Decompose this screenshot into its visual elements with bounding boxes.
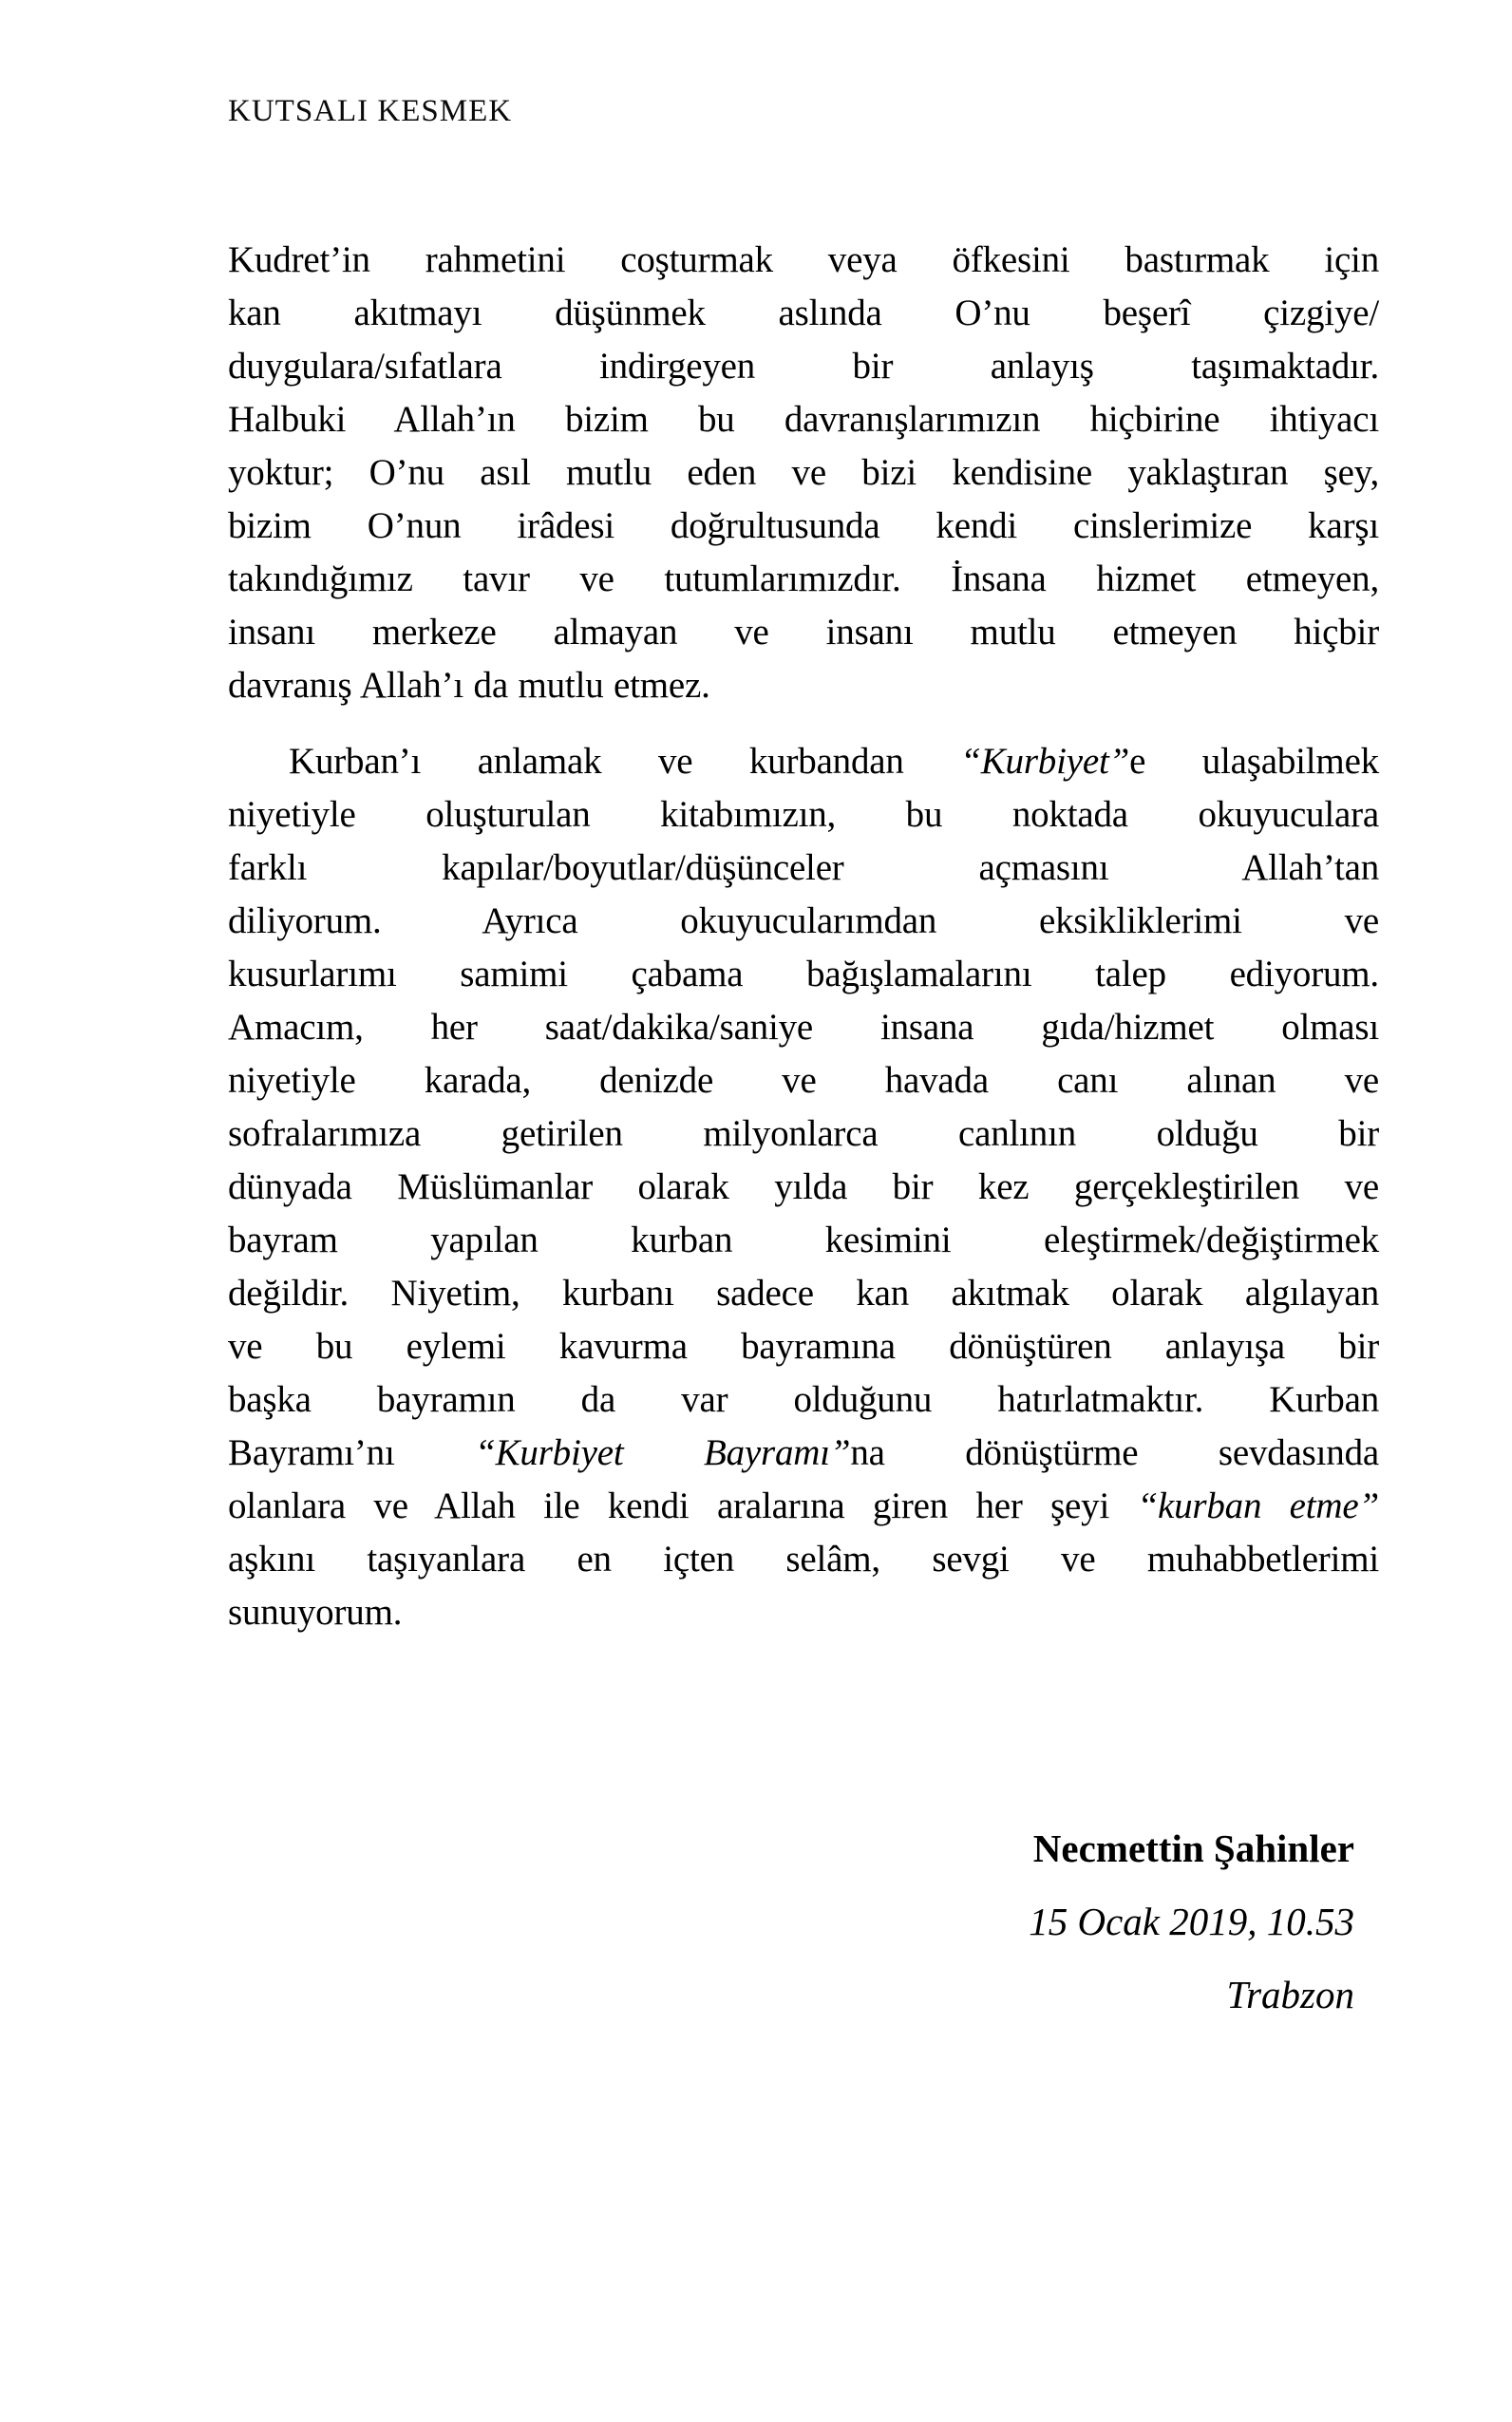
- author-name: Necmettin Şahinler: [1032, 1826, 1354, 1870]
- text-segment: kan akıtmayı düşünmek aslında O’nu beşerî çizgiye/: [228, 293, 1379, 333]
- text-line: [228, 1161, 1379, 1214]
- text-segment: dünyada Müslümanlar olarak yılda bir kez gerçekleştirilen ve: [228, 1166, 1379, 1207]
- text-segment: diliyorum. Ayrıca okuyucularımdan eksikliklerimi ve: [228, 900, 1379, 941]
- italic-text-segment: “kurban etme”: [1137, 1485, 1379, 1526]
- text-segment: bizim O’nun irâdesi doğrultusunda kendi cinslerimize karşı: [228, 505, 1379, 546]
- text-line: [228, 393, 1379, 446]
- text-segment: davranış Allah’ı da mutlu etmez.: [228, 665, 710, 706]
- text-line: [228, 1001, 1379, 1054]
- text-line: [228, 1107, 1379, 1161]
- text-segment: değildir. Niyetim, kurbanı sadece kan akıtmak olarak algılayan: [228, 1273, 1379, 1314]
- signature-block: [228, 1812, 1379, 2032]
- text-segment: Halbuki Allah’ın bizim bu davranışlarımızın hiçbirine ihtiyacı: [228, 399, 1379, 440]
- paragraph: [228, 735, 1379, 1639]
- signature-place: Trabzon: [1226, 1973, 1354, 2016]
- text-segment: bayram yapılan kurban kesimini eleştirmek/değiştirmek: [228, 1220, 1379, 1260]
- text-line: [228, 659, 1379, 712]
- text-line: [228, 606, 1379, 659]
- paragraph: [228, 234, 1379, 712]
- text-segment: takındığımız tavır ve tutumlarımızdır. İnsana hizmet etmeyen,: [228, 558, 1379, 599]
- text-segment: insanı merkeze almayan ve insanı mutlu etmeyen hiçbir: [228, 612, 1379, 653]
- text-segment: aşkını taşıyanlara en içten selâm, sevgi ve muhabbetlerimi: [228, 1539, 1379, 1580]
- text-line: [228, 446, 1379, 500]
- text-segment: niyetiyle oluşturulan kitabımızın, bu noktada okuyuculara: [228, 794, 1379, 835]
- text-line: [228, 948, 1379, 1001]
- text-segment: Bayramı’nı: [228, 1432, 476, 1473]
- text-line: [228, 1427, 1379, 1480]
- text-line: [228, 895, 1379, 948]
- text-line: [228, 1214, 1379, 1267]
- text-segment: Kurban’ı anlamak ve kurbandan: [289, 741, 961, 782]
- text-segment: Kudret’in rahmetini coşturmak veya öfkesini bastırmak için: [228, 239, 1379, 280]
- text-line: [228, 553, 1379, 606]
- text-segment: niyetiyle karada, denizde ve havada canı alınan ve: [228, 1060, 1379, 1101]
- body-text: [228, 234, 1379, 1639]
- text-line: [228, 1054, 1379, 1107]
- text-segment: na dönüştürme sevdasında: [850, 1432, 1379, 1473]
- text-segment: kusurlarımı samimi çabama bağışlamalarını talep ediyorum.: [228, 954, 1379, 994]
- text-line: [228, 788, 1379, 842]
- text-line: [228, 340, 1379, 393]
- text-segment: başka bayramın da var olduğunu hatırlatmaktır. Kurban: [228, 1379, 1379, 1420]
- text-segment: e ulaşabilmek: [1129, 741, 1379, 782]
- text-segment: sunuyorum.: [228, 1592, 403, 1633]
- text-line: [228, 1373, 1379, 1427]
- italic-text-segment: “Kurbiyet Bayramı”: [475, 1432, 851, 1473]
- text-line: [228, 735, 1379, 788]
- text-segment: sofralarımıza getirilen milyonlarca canlının olduğu bir: [228, 1113, 1379, 1154]
- text-segment: duygulara/sıfatlara indirgeyen bir anlayış taşımaktadır.: [228, 346, 1379, 387]
- text-line: [228, 1320, 1379, 1373]
- running-header: KUTSALI KESMEK: [228, 94, 513, 128]
- text-line: [228, 1586, 1379, 1639]
- text-segment: Amacım, her saat/dakika/saniye insana gıda/hizmet olması: [228, 1007, 1379, 1048]
- signature-date: 15 Ocak 2019, 10.53: [1029, 1900, 1354, 1943]
- text-segment: ve bu eylemi kavurma bayramına dönüştüren anlayışa bir: [228, 1326, 1379, 1367]
- text-line: [228, 842, 1379, 895]
- text-segment: olanlara ve Allah ile kendi aralarına giren her şeyi: [228, 1485, 1138, 1526]
- text-line: [228, 234, 1379, 287]
- text-segment: yoktur; O’nu asıl mutlu eden ve bizi kendisine yaklaştıran şey,: [228, 452, 1379, 493]
- text-line: [228, 1533, 1379, 1586]
- text-line: [228, 1480, 1379, 1533]
- italic-text-segment: “Kurbiyet”: [960, 741, 1130, 782]
- text-segment: farklı kapılar/boyutlar/düşünceler açmasını Allah’tan: [228, 847, 1379, 888]
- text-line: [228, 500, 1379, 553]
- text-line: [228, 1267, 1379, 1320]
- text-line: [228, 287, 1379, 340]
